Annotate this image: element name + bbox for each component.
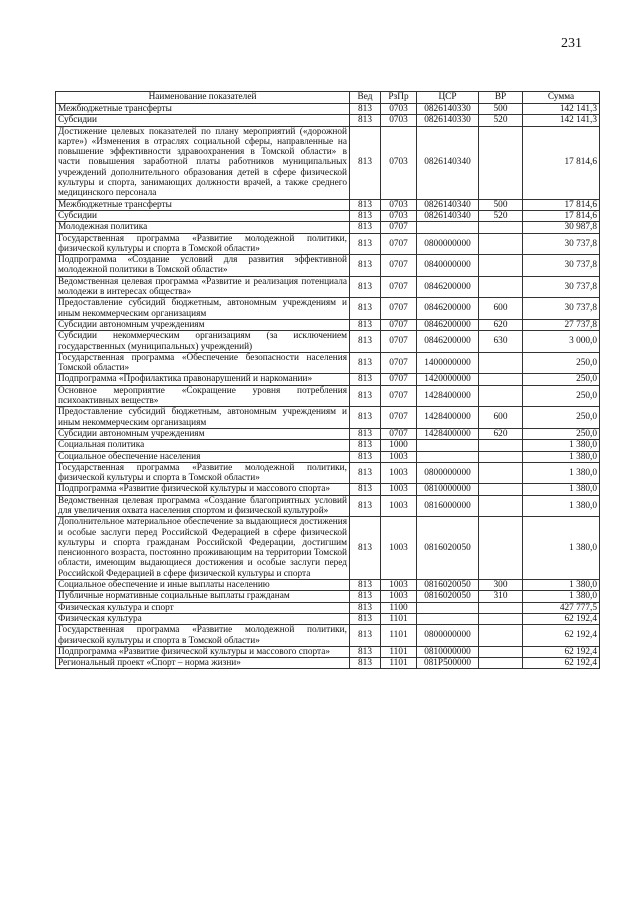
cell-vr: 620 xyxy=(479,319,523,330)
cell-sum: 1 380,0 xyxy=(523,484,600,495)
header-name: Наименование показателей xyxy=(56,92,350,104)
cell-sum: 30 987,8 xyxy=(523,222,600,233)
cell-rzpr: 0707 xyxy=(381,255,417,277)
cell-rzpr: 0703 xyxy=(381,115,417,126)
page-number: 231 xyxy=(561,36,582,51)
cell-sum: 142 141,3 xyxy=(523,104,600,115)
cell-sum: 1 380,0 xyxy=(523,495,600,517)
cell-ved: 813 xyxy=(350,517,381,580)
table-row xyxy=(56,462,600,484)
table-row xyxy=(56,407,600,429)
cell-csr: 1428400000 xyxy=(417,407,479,429)
table-header-row xyxy=(56,92,600,104)
cell-rzpr: 0707 xyxy=(381,385,417,407)
cell-name: Государственная программа «Развитие молодежной политики, физической культуры и спорта в Томской области» xyxy=(56,233,350,255)
cell-name: Ведомственная целевая программа «Развитие и реализация потенциала молодежи в интересах общества» xyxy=(56,276,350,298)
cell-sum: 1 380,0 xyxy=(523,440,600,451)
cell-ved: 813 xyxy=(350,625,381,647)
cell-rzpr: 1100 xyxy=(381,602,417,613)
table-row xyxy=(56,331,600,353)
cell-vr: 600 xyxy=(479,298,523,320)
cell-vr: 310 xyxy=(479,591,523,602)
cell-ved: 813 xyxy=(350,319,381,330)
cell-sum: 27 737,8 xyxy=(523,319,600,330)
cell-csr xyxy=(417,222,479,233)
table-row xyxy=(56,126,600,199)
cell-csr: 1428400000 xyxy=(417,428,479,439)
cell-rzpr: 0707 xyxy=(381,276,417,298)
cell-name: Субсидии некоммерческим организациям (за исключением государственных (муниципальных) учреждений) xyxy=(56,331,350,353)
cell-name: Государственная программа «Обеспечение безопасности населения Томской области» xyxy=(56,352,350,374)
cell-ved: 813 xyxy=(350,451,381,462)
cell-vr xyxy=(479,625,523,647)
cell-sum: 30 737,8 xyxy=(523,233,600,255)
cell-ved: 813 xyxy=(350,115,381,126)
cell-csr: 1420000000 xyxy=(417,374,479,385)
header-sum: Сумма xyxy=(523,92,600,104)
cell-vr xyxy=(479,613,523,624)
cell-rzpr: 0703 xyxy=(381,210,417,221)
cell-name: Публичные нормативные социальные выплаты гражданам xyxy=(56,591,350,602)
cell-sum: 250,0 xyxy=(523,385,600,407)
cell-ved: 813 xyxy=(350,374,381,385)
cell-vr xyxy=(479,385,523,407)
cell-sum: 17 814,6 xyxy=(523,210,600,221)
cell-vr xyxy=(479,222,523,233)
cell-name: Подпрограмма «Развитие физической культуры и массового спорта» xyxy=(56,646,350,657)
cell-ved: 813 xyxy=(350,255,381,277)
cell-sum: 3 000,0 xyxy=(523,331,600,353)
cell-vr: 500 xyxy=(479,104,523,115)
cell-ved: 813 xyxy=(350,580,381,591)
cell-ved: 813 xyxy=(350,385,381,407)
cell-ved: 813 xyxy=(350,199,381,210)
cell-sum: 250,0 xyxy=(523,407,600,429)
cell-sum: 250,0 xyxy=(523,374,600,385)
cell-name: Социальное обеспечение населения xyxy=(56,451,350,462)
cell-csr: 0816020050 xyxy=(417,591,479,602)
cell-rzpr: 1003 xyxy=(381,580,417,591)
cell-vr xyxy=(479,126,523,199)
cell-rzpr: 1101 xyxy=(381,625,417,647)
cell-name: Межбюджетные трансферты xyxy=(56,199,350,210)
cell-vr: 520 xyxy=(479,115,523,126)
cell-sum: 62 192,4 xyxy=(523,625,600,647)
header-csr: ЦСР xyxy=(417,92,479,104)
cell-name: Физическая культура xyxy=(56,613,350,624)
cell-rzpr: 1101 xyxy=(381,613,417,624)
cell-vr: 500 xyxy=(479,199,523,210)
cell-ved: 813 xyxy=(350,484,381,495)
cell-name: Молодежная политика xyxy=(56,222,350,233)
cell-vr xyxy=(479,517,523,580)
cell-sum: 30 737,8 xyxy=(523,276,600,298)
cell-name: Социальная политика xyxy=(56,440,350,451)
table-row xyxy=(56,658,600,669)
cell-ved: 813 xyxy=(350,602,381,613)
budget-table xyxy=(55,91,600,669)
cell-ved: 813 xyxy=(350,646,381,657)
table-row xyxy=(56,319,600,330)
cell-csr: 0846200000 xyxy=(417,298,479,320)
cell-ved: 813 xyxy=(350,407,381,429)
table-row xyxy=(56,255,600,277)
cell-vr xyxy=(479,484,523,495)
cell-rzpr: 0707 xyxy=(381,352,417,374)
cell-csr: 0810000000 xyxy=(417,646,479,657)
cell-csr: 0846200000 xyxy=(417,276,479,298)
cell-vr xyxy=(479,646,523,657)
cell-name: Субсидии xyxy=(56,115,350,126)
table-row xyxy=(56,440,600,451)
cell-vr xyxy=(479,352,523,374)
table-row xyxy=(56,602,600,613)
cell-vr xyxy=(479,276,523,298)
cell-sum: 62 192,4 xyxy=(523,613,600,624)
cell-sum: 1 380,0 xyxy=(523,580,600,591)
cell-name: Региональный проект «Спорт – норма жизни» xyxy=(56,658,350,669)
cell-vr: 600 xyxy=(479,407,523,429)
table-row xyxy=(56,298,600,320)
table-row xyxy=(56,385,600,407)
cell-csr: 081P500000 xyxy=(417,658,479,669)
cell-name: Дополнительное материальное обеспечение за выдающиеся достижения и особые заслуги перед Российской Федерацией в сфере физической культуры и спорта гражданам Российской Федерации, достигшим пенсионного возраста, постоянно проживающим на территории Томской области, имеющим выдающиеся достижения и особые заслуги перед Российской Федерацией в сфере физической культуры и спорта xyxy=(56,517,350,580)
cell-name: Государственная программа «Развитие молодежной политики, физической культуры и спорта в Томской области» xyxy=(56,462,350,484)
cell-ved: 813 xyxy=(350,495,381,517)
cell-rzpr: 0707 xyxy=(381,222,417,233)
cell-sum: 1 380,0 xyxy=(523,517,600,580)
table-row xyxy=(56,495,600,517)
table-row xyxy=(56,210,600,221)
cell-ved: 813 xyxy=(350,462,381,484)
table-row xyxy=(56,276,600,298)
cell-ved: 813 xyxy=(350,104,381,115)
cell-csr xyxy=(417,602,479,613)
cell-csr: 1400000000 xyxy=(417,352,479,374)
table-row xyxy=(56,517,600,580)
table-row xyxy=(56,428,600,439)
cell-name: Основное мероприятие «Сокращение уровня потребления психоактивных веществ» xyxy=(56,385,350,407)
table-row xyxy=(56,222,600,233)
cell-csr: 0826140340 xyxy=(417,210,479,221)
cell-rzpr: 0707 xyxy=(381,331,417,353)
table-row xyxy=(56,451,600,462)
cell-rzpr: 0707 xyxy=(381,319,417,330)
cell-csr: 0826140330 xyxy=(417,115,479,126)
table-row xyxy=(56,352,600,374)
cell-sum: 250,0 xyxy=(523,428,600,439)
cell-name: Подпрограмма «Профилактика правонарушений и наркомании» xyxy=(56,374,350,385)
cell-ved: 813 xyxy=(350,591,381,602)
cell-name: Межбюджетные трансферты xyxy=(56,104,350,115)
cell-vr xyxy=(479,233,523,255)
cell-sum: 250,0 xyxy=(523,352,600,374)
cell-sum: 30 737,8 xyxy=(523,298,600,320)
table-row xyxy=(56,104,600,115)
cell-sum: 427 777,5 xyxy=(523,602,600,613)
cell-csr: 1428400000 xyxy=(417,385,479,407)
cell-csr: 0800000000 xyxy=(417,233,479,255)
cell-vr: 520 xyxy=(479,210,523,221)
cell-rzpr: 1003 xyxy=(381,517,417,580)
header-vr: ВР xyxy=(479,92,523,104)
cell-csr: 0800000000 xyxy=(417,462,479,484)
cell-rzpr: 0703 xyxy=(381,104,417,115)
cell-rzpr: 1003 xyxy=(381,462,417,484)
cell-rzpr: 0707 xyxy=(381,407,417,429)
cell-rzpr: 1003 xyxy=(381,484,417,495)
table-row xyxy=(56,484,600,495)
cell-csr: 0800000000 xyxy=(417,625,479,647)
cell-vr: 620 xyxy=(479,428,523,439)
table-row xyxy=(56,591,600,602)
cell-sum: 62 192,4 xyxy=(523,646,600,657)
cell-sum: 62 192,4 xyxy=(523,658,600,669)
cell-name: Подпрограмма «Создание условий для развития эффективной молодежной политики в Томской области» xyxy=(56,255,350,277)
cell-csr: 0826140330 xyxy=(417,104,479,115)
cell-csr: 0826140340 xyxy=(417,126,479,199)
cell-vr xyxy=(479,462,523,484)
cell-sum: 1 380,0 xyxy=(523,591,600,602)
cell-csr: 0816000000 xyxy=(417,495,479,517)
cell-rzpr: 1003 xyxy=(381,591,417,602)
cell-csr: 0840000000 xyxy=(417,255,479,277)
cell-ved: 813 xyxy=(350,298,381,320)
cell-rzpr: 0703 xyxy=(381,126,417,199)
cell-ved: 813 xyxy=(350,276,381,298)
cell-vr xyxy=(479,658,523,669)
cell-rzpr: 1101 xyxy=(381,658,417,669)
cell-ved: 813 xyxy=(350,352,381,374)
cell-ved: 813 xyxy=(350,331,381,353)
cell-name: Подпрограмма «Развитие физической культуры и массового спорта» xyxy=(56,484,350,495)
cell-ved: 813 xyxy=(350,233,381,255)
cell-vr xyxy=(479,451,523,462)
table-row xyxy=(56,580,600,591)
cell-ved: 813 xyxy=(350,613,381,624)
cell-sum: 17 814,6 xyxy=(523,126,600,199)
table-row xyxy=(56,625,600,647)
cell-rzpr: 1101 xyxy=(381,646,417,657)
table-row xyxy=(56,613,600,624)
cell-csr xyxy=(417,613,479,624)
cell-csr xyxy=(417,451,479,462)
cell-sum: 1 380,0 xyxy=(523,451,600,462)
cell-csr: 0826140340 xyxy=(417,199,479,210)
cell-name: Предоставление субсидий бюджетным, автономным учреждениям и иным некоммерческим организациям xyxy=(56,407,350,429)
cell-rzpr: 0703 xyxy=(381,199,417,210)
cell-rzpr: 0707 xyxy=(381,374,417,385)
cell-vr xyxy=(479,495,523,517)
cell-csr: 0816020050 xyxy=(417,580,479,591)
cell-ved: 813 xyxy=(350,658,381,669)
cell-name: Достижение целевых показателей по плану мероприятий («дорожной карте») «Изменения в отраслях социальной сферы, направленные на повышение эффективности здравоохранения в Томской области» в части повышения заработной платы работников муниципальных учреждений дополнительного образования детей в сфере физической культуры и спорта, занимающих должности врачей, а также среднего медицинского персонала xyxy=(56,126,350,199)
cell-csr: 0816020050 xyxy=(417,517,479,580)
table-row xyxy=(56,233,600,255)
header-rzpr: РзПр xyxy=(381,92,417,104)
cell-vr xyxy=(479,602,523,613)
table-row xyxy=(56,374,600,385)
cell-rzpr: 1000 xyxy=(381,440,417,451)
cell-ved: 813 xyxy=(350,210,381,221)
cell-sum: 142 141,3 xyxy=(523,115,600,126)
cell-vr xyxy=(479,374,523,385)
cell-csr: 0846200000 xyxy=(417,319,479,330)
cell-vr: 630 xyxy=(479,331,523,353)
cell-rzpr: 0707 xyxy=(381,428,417,439)
cell-vr xyxy=(479,440,523,451)
cell-name: Ведомственная целевая программа «Создание благоприятных условий для увеличения охвата населения спортом и физической культурой» xyxy=(56,495,350,517)
cell-name: Предоставление субсидий бюджетным, автономным учреждениям и иным некоммерческим организациям xyxy=(56,298,350,320)
table-row xyxy=(56,199,600,210)
cell-ved: 813 xyxy=(350,222,381,233)
cell-vr: 300 xyxy=(479,580,523,591)
cell-rzpr: 1003 xyxy=(381,451,417,462)
cell-name: Субсидии автономным учреждениям xyxy=(56,428,350,439)
table-row xyxy=(56,115,600,126)
cell-rzpr: 0707 xyxy=(381,298,417,320)
cell-name: Субсидии xyxy=(56,210,350,221)
cell-sum: 30 737,8 xyxy=(523,255,600,277)
cell-csr: 0846200000 xyxy=(417,331,479,353)
cell-sum: 1 380,0 xyxy=(523,462,600,484)
cell-ved: 813 xyxy=(350,440,381,451)
cell-ved: 813 xyxy=(350,126,381,199)
cell-name: Государственная программа «Развитие молодежной политики, физической культуры и спорта в Томской области» xyxy=(56,625,350,647)
cell-name: Субсидии автономным учреждениям xyxy=(56,319,350,330)
cell-csr xyxy=(417,440,479,451)
cell-rzpr: 1003 xyxy=(381,495,417,517)
table-row xyxy=(56,646,600,657)
header-ved: Вед xyxy=(350,92,381,104)
cell-csr: 0810000000 xyxy=(417,484,479,495)
cell-name: Физическая культура и спорт xyxy=(56,602,350,613)
cell-sum: 17 814,6 xyxy=(523,199,600,210)
cell-rzpr: 0707 xyxy=(381,233,417,255)
cell-vr xyxy=(479,255,523,277)
cell-ved: 813 xyxy=(350,428,381,439)
cell-name: Социальное обеспечение и иные выплаты населению xyxy=(56,580,350,591)
